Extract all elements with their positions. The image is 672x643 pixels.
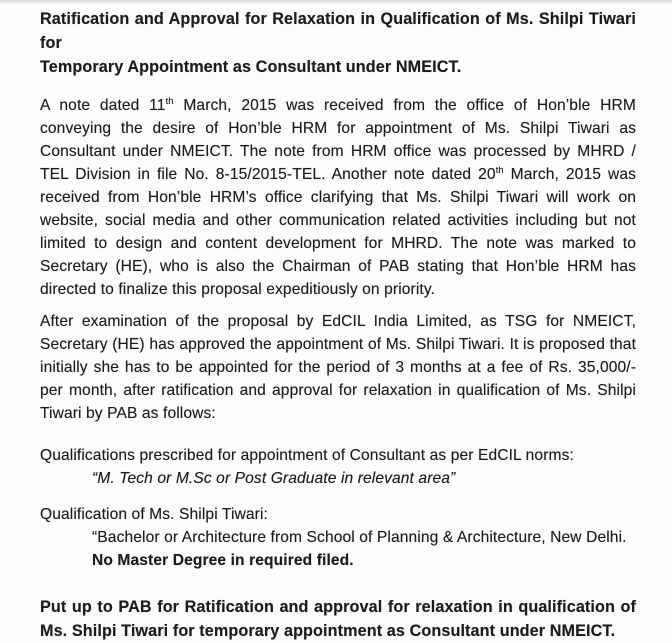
qualifications-prescribed-section [40,444,636,490]
paragraph-1-segment-3: March, 2015 was received from Hon’ble HRM’s office clarifying that Ms. Shilpi Tiwari will work on website, social media and other communication related activities including but not limited to design and content development for MHRD. The note was marked to Secretary (HE), who is also the Chairman of PAB stating that Hon’ble HRM has directed to finalize this proposal expeditiously on priority. [40,166,636,298]
qualification-shilpi-section [40,503,636,572]
qualification-shilpi-quote: “Bachelor or Architecture from School of Planning & Architecture, New Delhi. [92,529,627,546]
qualification-shilpi-label: Qualification of Ms. Shilpi Tiwari: [40,506,268,523]
qualifications-prescribed-quote: “M. Tech or M.Sc or Post Graduate in relevant area” [92,470,456,487]
paragraph-edcil-approval: After examination of the proposal by EdCIL India Limited, as TSG for NMEICT, Secretary (HE) has approved the appointment of Ms. Shilpi Tiwari. It is proposed that initially she has to be appointed for the period of 3 months at a fee of Rs. 35,000/- per month, after ratification and approval for relaxation in qualification of Ms. Shilpi Tiwari by PAB as follows: [40,313,636,422]
qualification-shilpi-note: No Master Degree in required filed. [92,552,354,569]
ordinal-superscript-11th: th [165,95,174,106]
document-title-line-2: Temporary Appointment as Consultant under NMEICT. [40,58,462,76]
document-title [40,7,636,79]
closing-statement: Put up to PAB for Ratification and approval for relaxation in qualification of Ms. Shilpi Tiwari for temporary appointment as Consultant under NMEICT. [40,598,636,640]
paragraph-hrm-note [40,94,636,301]
paragraph-1-segment-1: A note dated 11 [40,97,166,114]
document-title-line-1: Ratification and Approval for Relaxation in Qualification of Ms. Shilpi Tiwari for [40,10,636,52]
paragraph-1-segment-2: March, 2015 was received from the office of Hon’ble HRM conveying the desire of Hon’ble HRM for appointment of Ms. Shilpi Tiwari as Consultant under NMEICT. The note from HRM office was processed by MHRD / TEL Division in file No. 8-15/2015-TEL. Another note dated 20 [40,97,636,183]
qualifications-prescribed-label: Qualifications prescribed for appointment of Consultant as per EdCIL norms: [40,447,574,464]
ordinal-superscript-20th: th [495,164,504,175]
